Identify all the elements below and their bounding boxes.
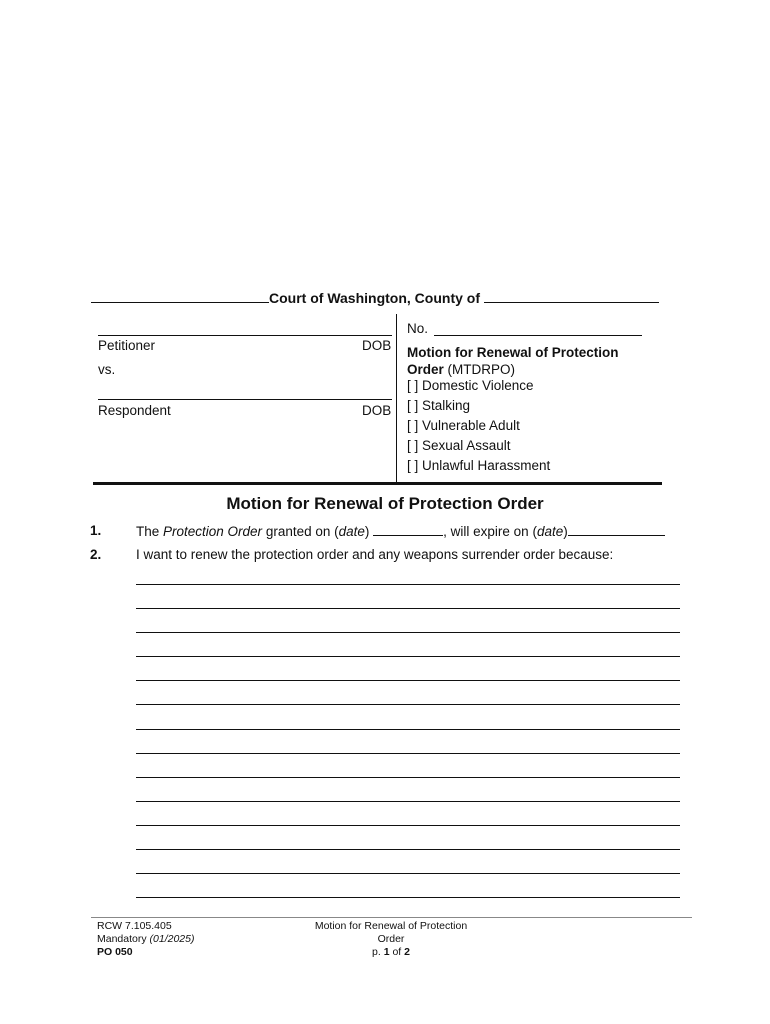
reason-line[interactable]: [136, 801, 680, 802]
item-1-text: [136, 523, 665, 539]
document-title: Motion for Renewal of Protection Order: [226, 494, 544, 513]
footer-title-line2: Order: [377, 933, 405, 945]
footer-form-code: PO 050: [97, 946, 133, 958]
reason-line[interactable]: [136, 704, 680, 705]
reason-line[interactable]: [136, 777, 680, 778]
footer-page-total: 2: [404, 946, 410, 958]
reason-line[interactable]: [136, 849, 680, 850]
item-2-text: I want to renew the protection order and any weapons surrender order because:: [136, 547, 614, 562]
respondent-name-line[interactable]: [98, 399, 392, 400]
petitioner-name-line[interactable]: [98, 335, 392, 336]
footer-mandatory-label: Mandatory: [97, 933, 150, 945]
case-number-field[interactable]: [434, 335, 642, 336]
reason-line[interactable]: [136, 753, 680, 754]
petitioner-label: Petitioner: [98, 338, 156, 353]
item-1-italic-a: Protection Order: [163, 524, 263, 539]
county-name-blank[interactable]: [484, 288, 659, 303]
form-title-code: (MTDRPO): [443, 362, 516, 377]
reason-line[interactable]: [136, 897, 680, 898]
form-title-order: Order: [407, 362, 444, 377]
footer-page-of: of: [389, 946, 405, 958]
footer-page-number: [291, 946, 491, 959]
footer-title-line1: Motion for Renewal of Protection: [314, 920, 468, 932]
footer-rule: [91, 917, 692, 918]
option-stalking[interactable]: [ ] Stalking: [407, 398, 471, 413]
form-title-line1: Motion for Renewal of Protection: [407, 345, 619, 360]
item-1-italic-c: date: [536, 524, 564, 539]
option-sexual-assault[interactable]: [ ] Sexual Assault: [407, 438, 511, 453]
footer-mandatory: [97, 933, 194, 946]
footer-page-current: 1: [383, 946, 390, 958]
granted-date-field[interactable]: [373, 523, 443, 536]
respondent-label: Respondent: [98, 403, 171, 418]
footer-left: [97, 920, 194, 959]
reason-line[interactable]: [136, 680, 680, 681]
caption-bottom-rule: [93, 482, 662, 485]
respondent-dob-label: DOB: [362, 403, 392, 418]
item-1-italic-b: date: [338, 524, 365, 539]
reason-line[interactable]: [136, 825, 680, 826]
option-domestic-violence[interactable]: [ ] Domestic Violence: [407, 378, 534, 393]
item-1-text-e: ): [563, 524, 568, 539]
court-header: [91, 288, 681, 308]
footer-rcw: RCW 7.105.405: [97, 920, 172, 932]
item-1-text-c: ): [364, 524, 374, 539]
expire-date-field[interactable]: [568, 523, 665, 536]
vs-label: vs.: [98, 362, 116, 377]
court-name-blank[interactable]: [91, 288, 269, 303]
court-header-text: Court of Washington, County of: [269, 290, 480, 306]
footer-center: [291, 920, 491, 959]
item-1-text-b: granted on (: [262, 524, 339, 539]
footer-mandatory-date: (01/2025): [149, 933, 195, 945]
reason-line[interactable]: [136, 632, 680, 633]
item-1-text-a: The: [136, 524, 164, 539]
footer-page-prefix: p.: [372, 946, 384, 958]
item-2-number: 2.: [90, 547, 102, 562]
reason-line[interactable]: [136, 873, 680, 874]
caption-divider: [396, 314, 397, 484]
option-vulnerable-adult[interactable]: [ ] Vulnerable Adult: [407, 418, 520, 433]
reason-line[interactable]: [136, 656, 680, 657]
petitioner-dob-label: DOB: [362, 338, 392, 353]
reason-line[interactable]: [136, 608, 680, 609]
item-1-text-d: , will expire on (: [443, 524, 537, 539]
option-unlawful-harassment[interactable]: [ ] Unlawful Harassment: [407, 458, 551, 473]
case-number-label: No.: [407, 321, 429, 336]
reason-line[interactable]: [136, 729, 680, 730]
reason-line[interactable]: [136, 584, 680, 585]
form-title-line2: [407, 362, 515, 377]
item-1-number: 1.: [90, 523, 102, 538]
